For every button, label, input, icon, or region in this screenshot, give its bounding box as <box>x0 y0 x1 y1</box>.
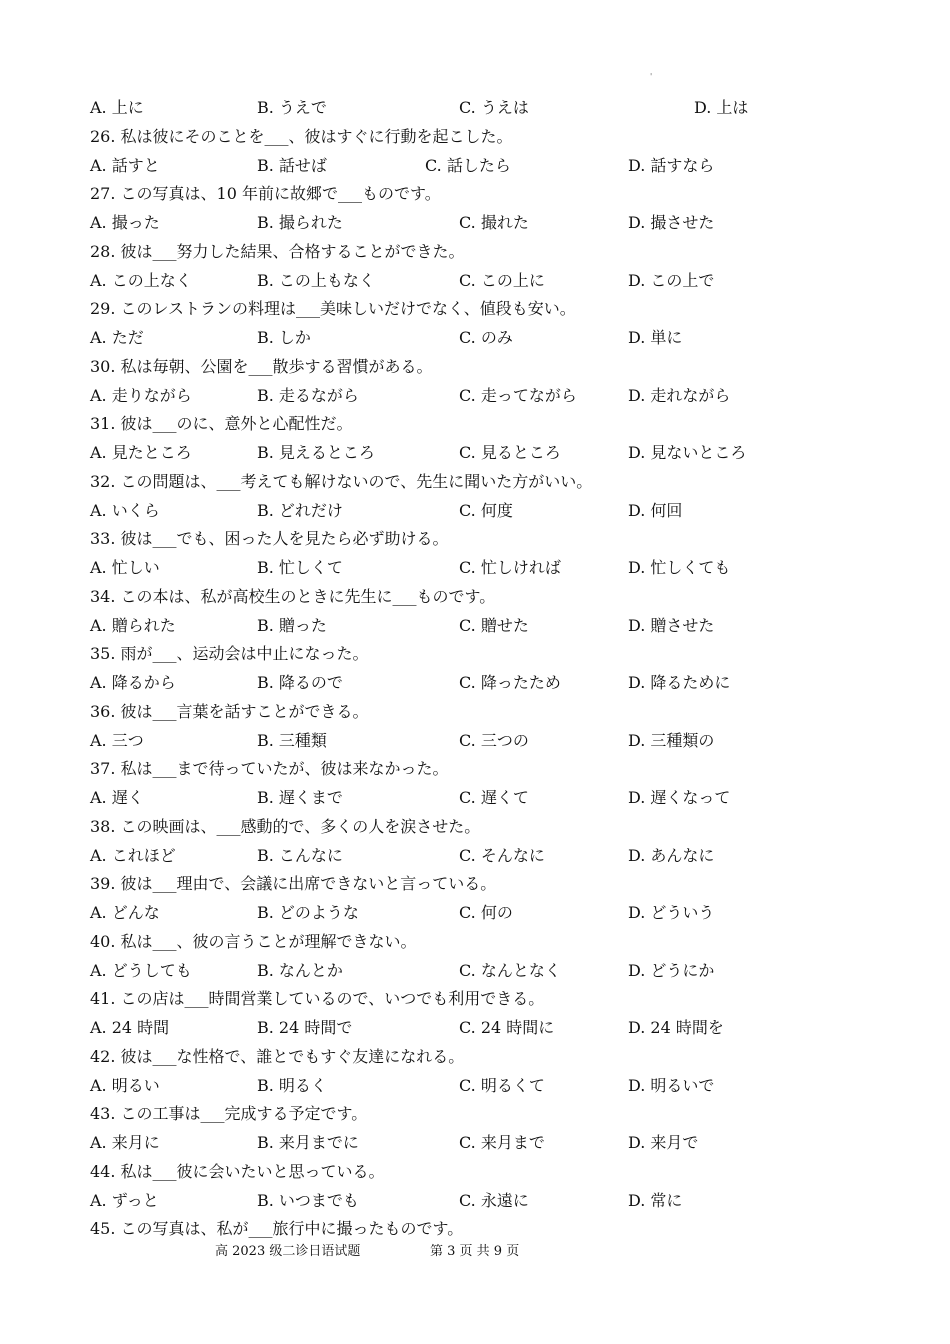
option-a: A. 撮った <box>90 213 160 232</box>
question-text: 34. この本は、私が高校生のときに先生に___ものです。 <box>90 586 496 606</box>
question-text: 31. 彼は___のに、意外と心配性だ。 <box>90 414 353 434</box>
option-row <box>0 267 950 295</box>
question-text: 41. この店は___時間営業しているので、いつでも利用できる。 <box>90 989 545 1009</box>
option-c: C. 降ったため <box>459 673 561 692</box>
option-c: C. 何の <box>459 903 513 922</box>
question-text: 28. 彼は___努力した結果、合格することができた。 <box>90 241 465 261</box>
option-row <box>0 1129 950 1157</box>
option-d: D. 見ないところ <box>628 443 747 462</box>
footer-title: 高 2023 级二诊日语试题 <box>215 1244 361 1259</box>
option-c: C. 忙しければ <box>459 558 561 577</box>
option-a: A. ずっと <box>90 1190 159 1210</box>
option-d: D. 降るために <box>628 673 731 692</box>
option-row <box>0 612 950 640</box>
option-b: B. 話せば <box>257 155 327 175</box>
question-text: 35. 雨が___、运动会は中止になった。 <box>90 644 369 664</box>
option-d: D. 何回 <box>628 500 683 520</box>
option-row <box>0 382 950 410</box>
option-d: D. 贈させた <box>628 615 715 635</box>
option-d: D. 来月で <box>628 1133 699 1152</box>
option-b: B. どのような <box>257 903 359 922</box>
option-c: C. 贈せた <box>459 615 529 635</box>
option-d: D. 話すなら <box>628 155 715 175</box>
option-b: B. 三種類 <box>257 730 327 750</box>
option-d: D. 遅くなって <box>628 788 731 807</box>
question-text: 38. この映画は、___感動的で、多くの人を涙させた。 <box>90 816 481 836</box>
option-b: B. なんとか <box>257 960 343 980</box>
option-c: C. うえは <box>459 98 529 117</box>
option-b: B. 遅くまで <box>257 788 343 807</box>
option-row <box>0 439 950 467</box>
option-b: B. どれだけ <box>257 500 343 520</box>
question-text: 40. 私は___、彼の言うことが理解できない。 <box>90 931 417 951</box>
top-mark: ' <box>650 72 653 81</box>
option-d: D. 三種類の <box>628 730 715 750</box>
option-c: C. なんとなく <box>459 960 561 980</box>
question-text: 43. この工事は___完成する予定です。 <box>90 1104 368 1124</box>
option-b: B. 24 時間で <box>257 1018 353 1037</box>
option-b: B. しか <box>257 328 311 347</box>
question-text: 27. この写真は、10 年前に故郷で___ものです。 <box>90 184 441 204</box>
option-row <box>0 842 950 870</box>
option-a: A. これほど <box>90 845 176 865</box>
option-a: A. いくら <box>90 500 160 520</box>
question-text: 30. 私は毎朝、公園を___散歩する習慣がある。 <box>90 356 433 376</box>
option-d: D. 常に <box>628 1190 683 1210</box>
option-c: C. 何度 <box>459 500 513 520</box>
option-a: A. 話すと <box>90 155 160 175</box>
option-a: A. 走りながら <box>90 385 192 405</box>
option-a: A. 三つ <box>90 730 144 750</box>
option-d: D. あんなに <box>628 845 715 865</box>
option-b: B. 贈った <box>257 615 327 635</box>
option-d: D. どうにか <box>628 960 715 980</box>
option-b: B. 見えるところ <box>257 443 375 462</box>
option-d: D. 撮させた <box>628 213 715 232</box>
option-d: D. 上は <box>694 98 749 117</box>
option-row <box>0 957 950 985</box>
option-b: B. うえで <box>257 98 327 117</box>
option-row <box>0 1072 950 1100</box>
option-c: C. この上に <box>459 270 545 290</box>
option-c: C. 来月まで <box>459 1133 545 1152</box>
option-a: A. 明るい <box>90 1075 160 1095</box>
option-c: C. 撮れた <box>459 213 529 232</box>
question-text: 26. 私は彼にそのことを___、彼はすぐに行動を起こした。 <box>90 126 513 146</box>
option-c: C. 24 時間に <box>459 1018 555 1037</box>
question-text: 39. 彼は___理由で、会議に出席できないと言っている。 <box>90 874 497 894</box>
option-row <box>0 899 950 927</box>
option-a: A. どうしても <box>90 960 192 980</box>
option-row <box>0 209 950 237</box>
option-c: C. 明るくて <box>459 1075 545 1095</box>
option-row <box>0 324 950 352</box>
option-a: A. 贈られた <box>90 615 176 635</box>
option-d: D. どういう <box>628 903 715 922</box>
option-d: D. 単に <box>628 328 683 347</box>
option-row <box>0 727 950 755</box>
question-text: 33. 彼は___でも、困った人を見たら必ず助ける。 <box>90 529 449 549</box>
option-b: B. 忙しくて <box>257 558 343 577</box>
option-d: D. 走れながら <box>628 385 731 405</box>
question-text: 32. この問題は、___考えても解けないので、先生に聞いた方がいい。 <box>90 471 593 491</box>
page-number: 第 3 页 共 9 页 <box>430 1244 520 1259</box>
option-c: C. 三つの <box>459 730 529 750</box>
option-row <box>0 1014 950 1042</box>
option-c: C. そんなに <box>459 845 545 865</box>
option-a: A. 見たところ <box>90 443 192 462</box>
option-b: B. 来月までに <box>257 1133 359 1152</box>
question-text: 45. この写真は、私が___旅行中に撮ったものです。 <box>90 1219 464 1239</box>
question-text: 44. 私は___彼に会いたいと思っている。 <box>90 1161 385 1181</box>
question-text: 42. 彼は___な性格で、誰とでもすぐ友達になれる。 <box>90 1046 465 1066</box>
option-b: B. 撮られた <box>257 213 343 232</box>
option-c: C. 永遠に <box>459 1190 529 1210</box>
option-a: A. 来月に <box>90 1133 160 1152</box>
option-b: B. この上もなく <box>257 270 375 290</box>
option-b: B. 降るので <box>257 673 343 692</box>
option-d: D. 24 時間を <box>628 1018 724 1037</box>
option-c: C. 見るところ <box>459 443 561 462</box>
option-row <box>0 497 950 525</box>
option-d: D. 明るいで <box>628 1075 715 1095</box>
option-row <box>0 152 950 180</box>
option-c: C. 遅くて <box>459 788 529 807</box>
question-text: 37. 私は___まで待っていたが、彼は来なかった。 <box>90 759 449 779</box>
option-a: A. 24 時間 <box>90 1018 170 1037</box>
option-d: D. 忙しくても <box>628 558 731 577</box>
option-c: C. 話したら <box>425 155 511 175</box>
option-b: B. 明るく <box>257 1075 327 1095</box>
option-a: A. どんな <box>90 903 160 922</box>
option-c: C. 走ってながら <box>459 385 577 405</box>
option-d: D. この上で <box>628 270 715 290</box>
option-c: C. のみ <box>459 328 513 347</box>
option-a: A. 遅く <box>90 788 144 807</box>
option-row <box>0 554 950 582</box>
option-a: A. 忙しい <box>90 558 160 577</box>
option-row <box>0 94 950 122</box>
option-b: B. いつまでも <box>257 1190 359 1210</box>
question-text: 29. このレストランの料理は___美味しいだけでなく、値段も安い。 <box>90 299 576 319</box>
option-row <box>0 784 950 812</box>
option-row <box>0 1187 950 1215</box>
option-row <box>0 669 950 697</box>
option-a: A. ただ <box>90 328 144 347</box>
option-a: A. この上なく <box>90 270 192 290</box>
option-a: A. 上に <box>90 98 144 117</box>
question-text: 36. 彼は___言葉を話すことができる。 <box>90 701 369 721</box>
option-a: A. 降るから <box>90 673 176 692</box>
option-b: B. 走るながら <box>257 385 359 405</box>
option-b: B. こんなに <box>257 845 343 865</box>
